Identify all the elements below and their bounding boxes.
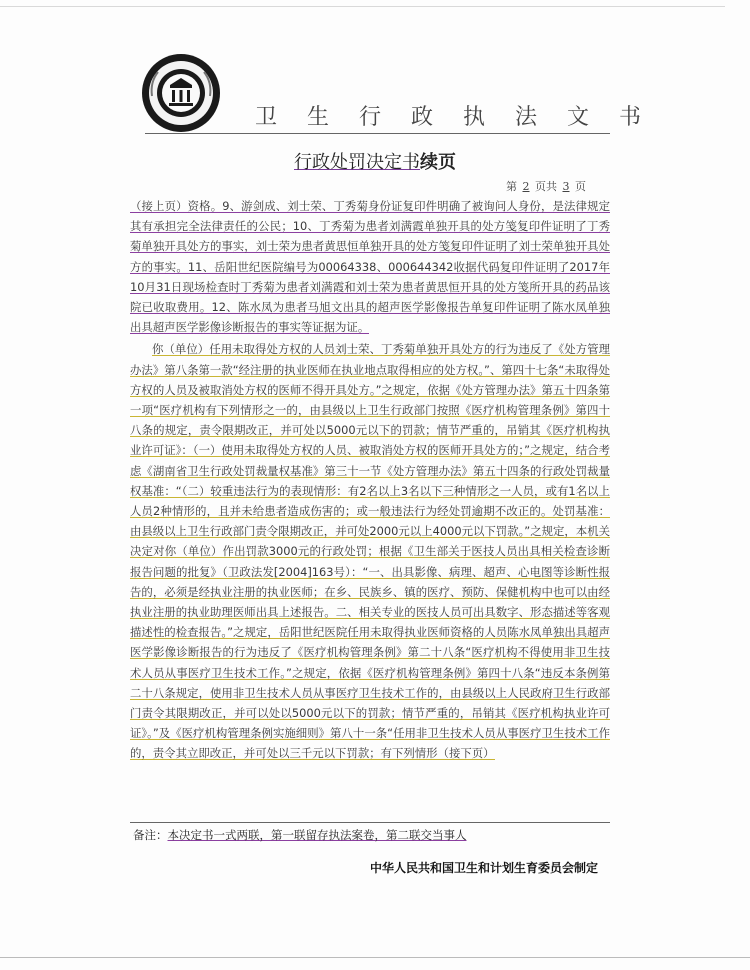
scan-bottom-edge [0, 957, 750, 958]
body-paragraph-1 [130, 196, 610, 337]
document-title: 卫生行政执法文书 [255, 105, 672, 130]
note-label: 备注： [133, 828, 168, 842]
paragraph-1-text: （接上页）资格。9、游剑成、刘士荣、丁秀菊身份证复印件明确了被询问人身份，是法律规定其有承担完全法律责任的公民；10、丁秀菊为患者刘满霞单独开具的处方笺复印件证明了丁秀菊单独开具处方的事实，刘士荣为患者黄思恒单独开具的处方笺复印件证明了刘士荣单独开具处方的事实。11、岳阳世纪医院编号为00064338、000644342收据代码复印件证明了2017年10月31日现场检查时丁秀菊为患者刘满霞和刘士荣为患者黄思恒开具的处方笺所开具的药品该院已收取费用。12、陈水凤为患者马旭文出具的超声医学影像报告单复印件证明了陈水凤单独出具超声医学影像诊断报告的事实等证据为证。 [130, 199, 610, 335]
body-paragraph-2 [130, 339, 610, 763]
health-inspection-emblem-icon [140, 52, 222, 134]
page-number [506, 178, 586, 194]
decision-subtitle [0, 148, 750, 174]
subtitle-continuation: 续页 [420, 152, 456, 173]
page-total: 3 [562, 180, 570, 193]
page-prefix: 第 [506, 180, 517, 193]
page-middle: 页共 [535, 180, 557, 193]
page-suffix: 页 [575, 180, 586, 193]
footer-note [133, 827, 467, 843]
header-divider [145, 133, 610, 134]
paragraph-2-text: 你（单位）任用未取得处方权的人员刘士荣、丁秀菊单独开具处方的行为违反了《处方管理办法》第八条第一款“经注册的执业医师在执业地点取得相应的处方权。”、第四十七条“未取得处方权的人员及被取消处方权的医师不得开具处方。”之规定，依据《处方管理办法》第五十四条第一项“医疗机构有下列情形之一的，由县级以上卫生行政部门按照《医疗机构管理条例》第四十八条的规定，责令限期改正，并可处以5000元以下的罚款；情节严重的，吊销其《医疗机构执业许可证》：（一）使用未取得处方权的人员、被取消处方权的医师开具处方的；”之规定，结合考虑《湖南省卫生行政处罚裁量权基准》第三十一节《处方管理办法》第五十四条的行政处罚裁量权基准：“（二）较重违法行为的表现情形：有2名以上3名以下三种情形之一人员，或有1名以上人员2种情形的，且并未给患者造成伤害的；或一般违法行为经处罚逾期不改正的。处罚基准：由县级以上卫生行政部门责令限期改正，并可处2000元以上4000元以下罚款。”之规定，本机关决定对你（单位）作出罚款3000元的行政处罚；根据《卫生部关于医技人员出具相关检查诊断报告问题的批复》（卫政法发[2004]163号）：“一、出具影像、病理、超声、心电图等诊断性报告的，必须是经执业注册的执业医师；在乡、民族乡、镇的医疗、预防、保健机构中也可以由经执业注册的执业助理医师出具上述报告。二、相关专业的医技人员可出具数字、形态描述等客观描述性的检查报告。”之规定，岳阳世纪医院任用未取得执业医师资格的人员陈水凤单独出具超声医学影像诊断报告的行为违反了《医疗机构管理条例》第二十八条“医疗机构不得使用非卫生技术人员从事医疗卫生技术工作。”之规定，依据《医疗机构管理条例》第四十八条“违反本条例第二十八条规定，使用非卫生技术人员从事医疗卫生技术工作的，由县级以上人民政府卫生行政部门责令其限期改正，并可以处以5000元以下的罚款；情节严重的，吊销其《医疗机构执业许可证》。”及《医疗机构管理条例实施细则》第八十一条“任用非卫生技术人员从事医疗卫生技术工作的，责令其立即改正，并可处以三千元以下罚款；有下列情形（接下页） [130, 342, 610, 761]
page-current: 2 [522, 180, 530, 193]
document-body [130, 196, 610, 764]
note-text: 本决定书一式两联，第一联留存执法案卷，第二联交当事人 [167, 828, 467, 842]
scan-edge-line [0, 6, 725, 7]
subtitle-main: 行政处罚决定书 [294, 152, 420, 173]
footer-divider [130, 822, 610, 823]
issuer-line: 中华人民共和国卫生和计划生育委员会制定 [370, 861, 599, 875]
